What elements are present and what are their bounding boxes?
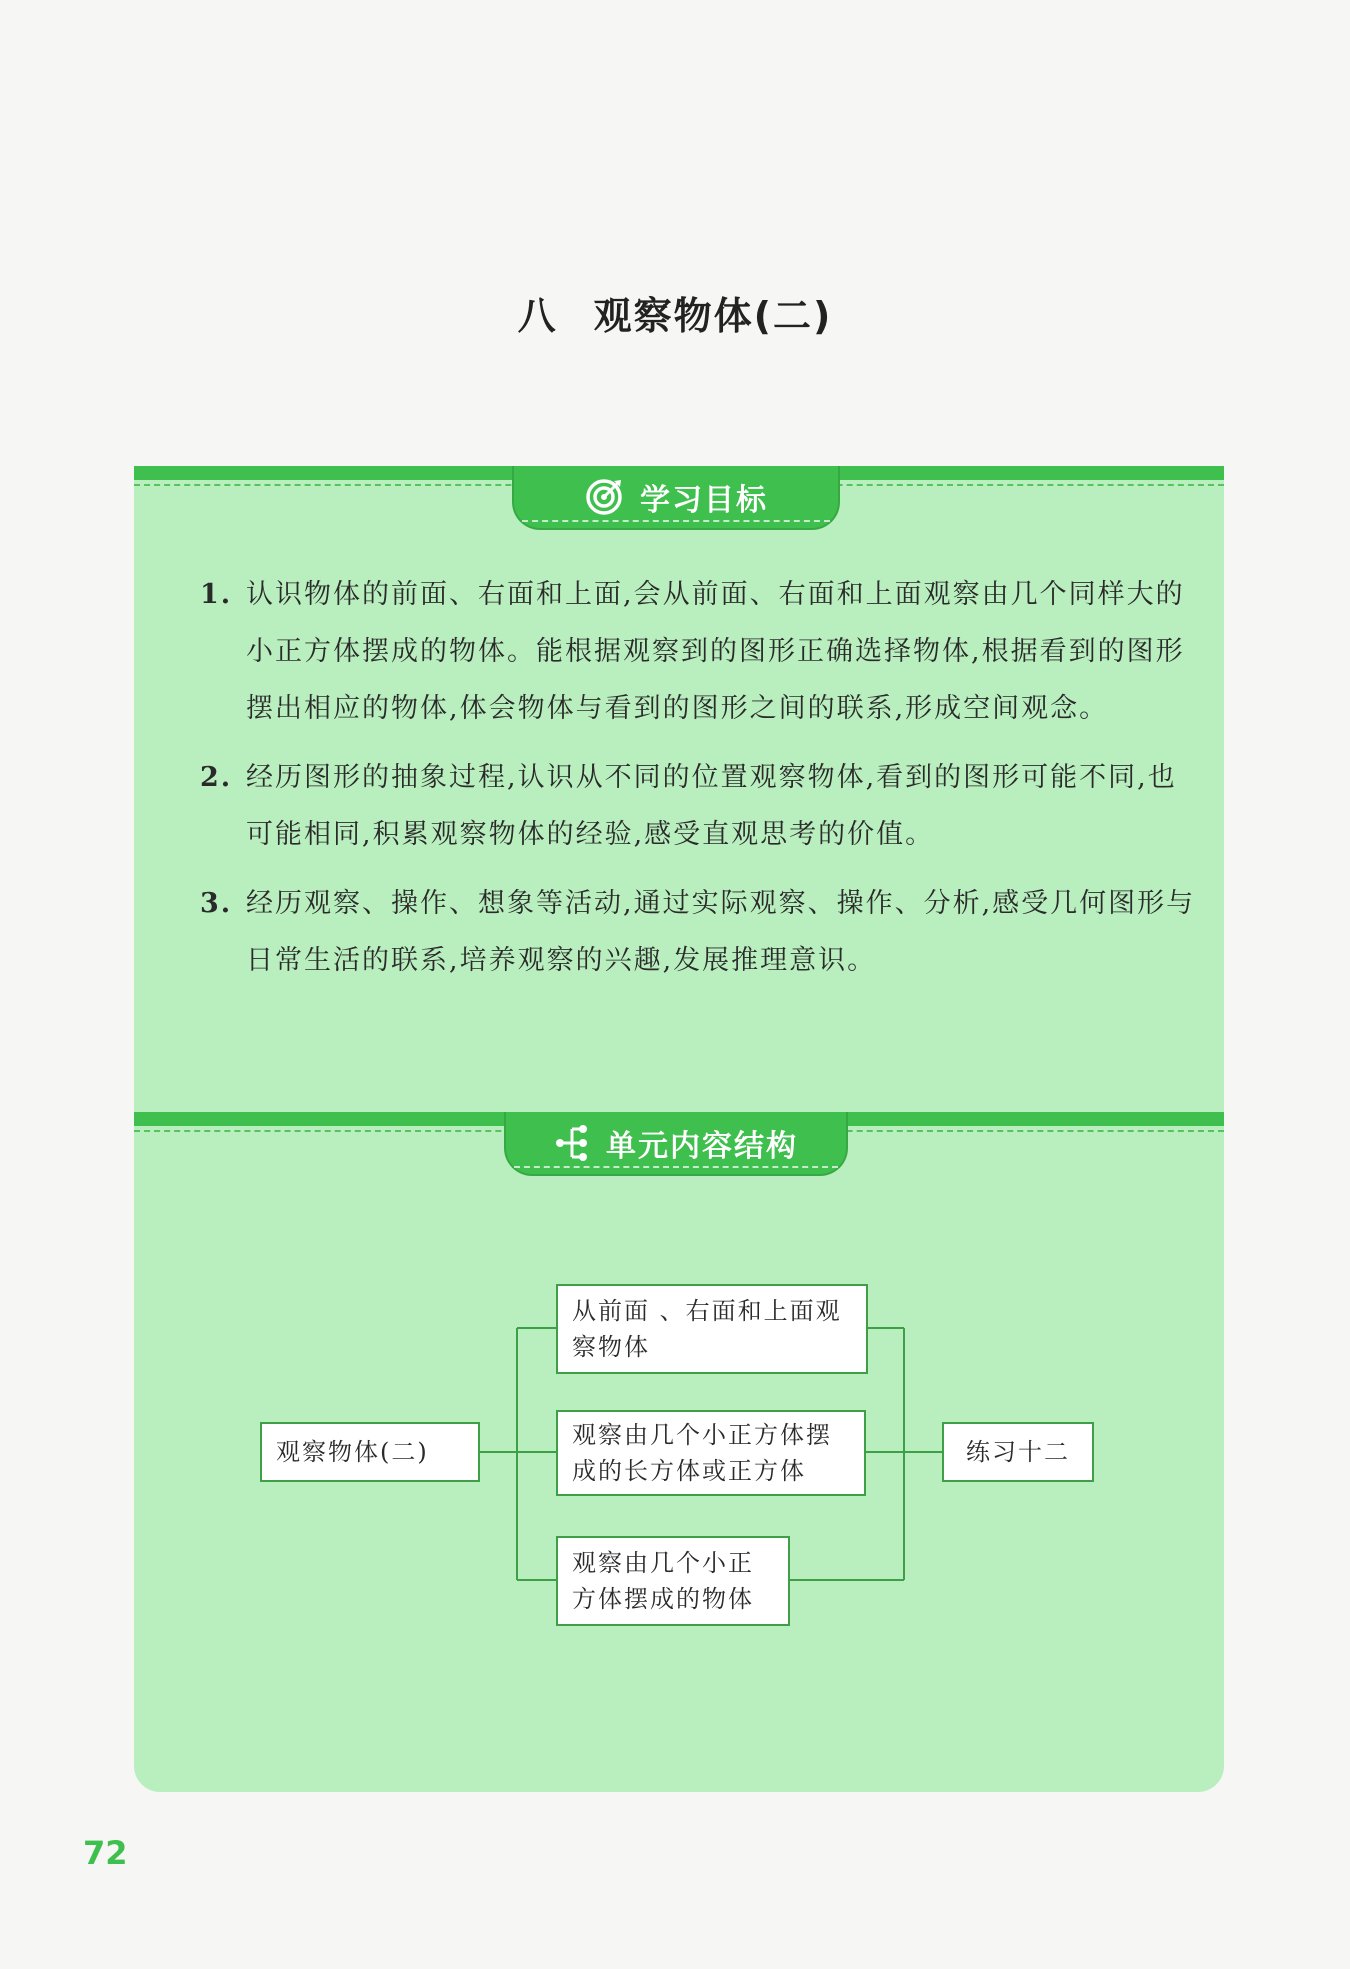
goal-number: 3.: [200, 888, 233, 919]
structure-title: 单元内容结构: [606, 1129, 798, 1164]
goal-text: 经历图形的抽象过程,认识从不同的位置观察物体,看到的图形可能不同,也可能相同,积累观察物体的经验,感受直观思考的价值。: [246, 762, 1177, 850]
branch-node-objects: 观察由几个小正方体摆成的物体: [556, 1536, 790, 1626]
structure-diagram: [134, 466, 1224, 1792]
chapter-number: 八: [517, 294, 558, 338]
root-node: 观察物体(二): [260, 1422, 480, 1482]
goal-text: 认识物体的前面、右面和上面,会从前面、右面和上面观察由几个同样大的小正方体摆成的物体。能根据观察到的图形正确选择物体,根据看到的图形摆出相应的物体,体会物体与看到的图形之间的联系,形成空间观念。: [246, 579, 1185, 724]
goals-title: 学习目标: [640, 483, 768, 518]
chapter-name: 观察物体(二): [593, 294, 833, 338]
goal-text: 经历观察、操作、想象等活动,通过实际观察、操作、分析,感受几何图形与日常生活的联系,培养观察的兴趣,发展推理意识。: [246, 888, 1196, 976]
page-number: 72: [83, 1834, 128, 1872]
content-panel: [134, 466, 1224, 1792]
chapter-title: [0, 285, 1350, 340]
goal-number: 2.: [200, 762, 233, 793]
branch-node-cuboid-cube: 观察由几个小正方体摆成的长方体或正方体: [556, 1410, 866, 1496]
goal-number: 1.: [200, 579, 233, 610]
branch-node-front-right-top: 从前面 、右面和上面观察物体: [556, 1284, 868, 1374]
exercise-node: 练习十二: [942, 1422, 1094, 1482]
